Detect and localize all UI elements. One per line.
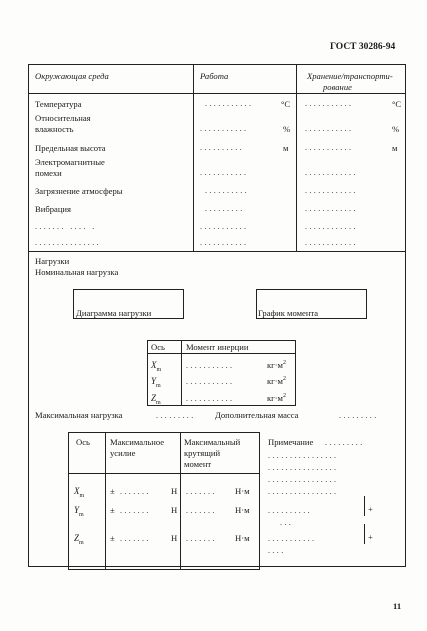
load-diagram-label: Диаграмма нагрузки: [76, 308, 152, 318]
env-store-dots-7: ............: [305, 222, 358, 231]
env-work-dots-8: ...........: [200, 238, 249, 247]
env-header-storage-2: рование: [323, 82, 352, 92]
inertia-axis-y: $Y_m$: [151, 376, 161, 389]
max-axis-y: $Y_m$: [74, 505, 84, 518]
max-force-unit-x: Н: [171, 486, 178, 496]
max-torque-unit-z: Н·м: [235, 533, 250, 543]
max-col-divider-2: [180, 432, 181, 570]
max-axis-z: $Z_m$: [74, 533, 84, 546]
env-row-emi-1: Электромагнитные: [35, 157, 105, 167]
inertia-header-moment: Момент инерции: [186, 342, 249, 352]
env-row-humidity-1: Относительная: [35, 113, 91, 123]
max-header-torque-1: Максимальный: [184, 437, 241, 447]
env-header-environment: Окружающая среда: [35, 71, 109, 81]
nominal-load-label: Номинальная нагрузка: [35, 267, 119, 277]
env-store-unit-2: %: [392, 124, 400, 134]
env-work-dots-3: ..........: [200, 143, 244, 152]
note-bracket-2: [364, 524, 365, 544]
loads-section-left-rule: [28, 252, 29, 566]
env-label-dots-1: ....... .... .: [35, 222, 97, 231]
max-col-divider-1: [105, 432, 106, 570]
note-dots-6: ...: [280, 518, 294, 527]
env-store-dots-2: ...........: [305, 124, 354, 133]
inertia-unit-y: $кг\cdot м^2$: [267, 376, 286, 386]
note-header: Примечание: [268, 437, 314, 447]
env-store-dots-8: ............: [305, 238, 358, 247]
env-row-temperature: Температура: [35, 99, 82, 109]
document-id: ГОСТ 30286-94: [330, 42, 396, 52]
max-torque-dots-y: .......: [186, 506, 217, 515]
note-dots-1: ................: [268, 451, 339, 460]
inertia-dots-y: ...........: [186, 377, 235, 386]
env-store-dots-4: ............: [305, 168, 358, 177]
env-row-altitude: Предельная высота: [35, 143, 106, 153]
max-torque-dots-x: .......: [186, 487, 217, 496]
env-row-humidity-2: влажность: [35, 124, 74, 134]
env-work-unit-2: %: [283, 124, 291, 134]
env-work-dots-4: ...........: [200, 168, 249, 177]
env-store-unit-1: °С: [392, 99, 402, 109]
inertia-axis-z: $Z_m$: [151, 393, 161, 406]
note-dots-3: ................: [268, 475, 339, 484]
env-header-work: Работа: [200, 71, 229, 81]
env-store-dots-3: ...........: [305, 143, 354, 152]
env-store-dots-1: ...........: [305, 99, 354, 108]
note-dots-2: ................: [268, 463, 339, 472]
max-force-pm-y: ±: [110, 505, 115, 515]
max-header-force-1: Максимальное: [110, 437, 165, 447]
inertia-dots-x: ...........: [186, 361, 235, 370]
extra-mass-label: Дополнительная масса: [215, 410, 299, 420]
max-force-unit-z: Н: [171, 533, 178, 543]
inertia-unit-x: $кг\cdot м^2$: [267, 360, 286, 370]
inertia-header-divider: [147, 353, 296, 354]
env-store-dots-6: ............: [305, 204, 358, 213]
max-header-force-2: усилие: [110, 448, 136, 458]
max-torque-dots-z: .......: [186, 534, 217, 543]
env-store-unit-3: м: [392, 143, 398, 153]
max-force-pm-z: ±: [110, 533, 115, 543]
max-header-torque-3: момент: [184, 459, 212, 469]
max-table: [68, 432, 260, 570]
max-axis-x: $X_m$: [74, 486, 85, 499]
max-force-dots-y: .......: [120, 506, 151, 515]
env-header-divider: [28, 93, 406, 94]
max-force-dots-x: .......: [120, 487, 151, 496]
note-mark-y: +: [368, 504, 373, 514]
env-work-dots-7: ...........: [200, 222, 249, 231]
note-dots-7: ...........: [268, 534, 317, 543]
env-row-pollution: Загрязнение атмосферы: [35, 186, 123, 196]
env-work-dots-1: ...........: [205, 99, 254, 108]
max-torque-unit-x: Н·м: [235, 486, 250, 496]
max-header-torque-2: крутящий: [184, 448, 221, 458]
env-work-dots-6: .........: [205, 204, 245, 213]
env-row-vibration: Вибрация: [35, 204, 71, 214]
note-dots-8: ....: [268, 546, 286, 555]
max-load-dots: .........: [156, 411, 196, 420]
loads-title: Нагрузки: [35, 256, 70, 266]
inertia-unit-z: $кг\cdot м^2$: [267, 393, 286, 403]
note-dots-4: ................: [268, 487, 339, 496]
note-dots-5: ..........: [268, 506, 312, 515]
max-force-unit-y: Н: [171, 505, 178, 515]
moment-graph-label: График момента: [258, 308, 319, 318]
note-dots-0: .........: [325, 438, 365, 447]
max-load-label: Максимальная нагрузка: [35, 410, 123, 420]
max-force-pm-x: ±: [110, 486, 115, 496]
max-header-axis: Ось: [76, 437, 90, 447]
inertia-col-divider: [181, 340, 182, 406]
max-torque-unit-y: Н·м: [235, 505, 250, 515]
env-work-dots-2: ...........: [200, 124, 249, 133]
extra-mass-dots: .........: [339, 411, 379, 420]
env-work-unit-3: м: [283, 143, 289, 153]
note-bracket-1: [364, 496, 365, 516]
env-header-storage-1: Хранение/транспорти-: [307, 71, 393, 81]
inertia-dots-z: ...........: [186, 394, 235, 403]
section-bottom-rule: [28, 566, 406, 567]
max-header-divider: [68, 473, 260, 474]
note-mark-z: +: [368, 532, 373, 542]
page-number: 11: [393, 601, 402, 611]
env-row-emi-2: помехи: [35, 168, 62, 178]
loads-section-right-rule: [405, 252, 406, 566]
env-label-dots-2: ...............: [35, 238, 101, 247]
max-force-dots-z: .......: [120, 534, 151, 543]
inertia-axis-x: $X_m$: [151, 360, 162, 373]
env-store-dots-5: ............: [305, 186, 358, 195]
inertia-header-axis: Ось: [151, 342, 165, 352]
env-work-dots-5: ..........: [205, 186, 249, 195]
env-work-unit-1: °С: [281, 99, 291, 109]
